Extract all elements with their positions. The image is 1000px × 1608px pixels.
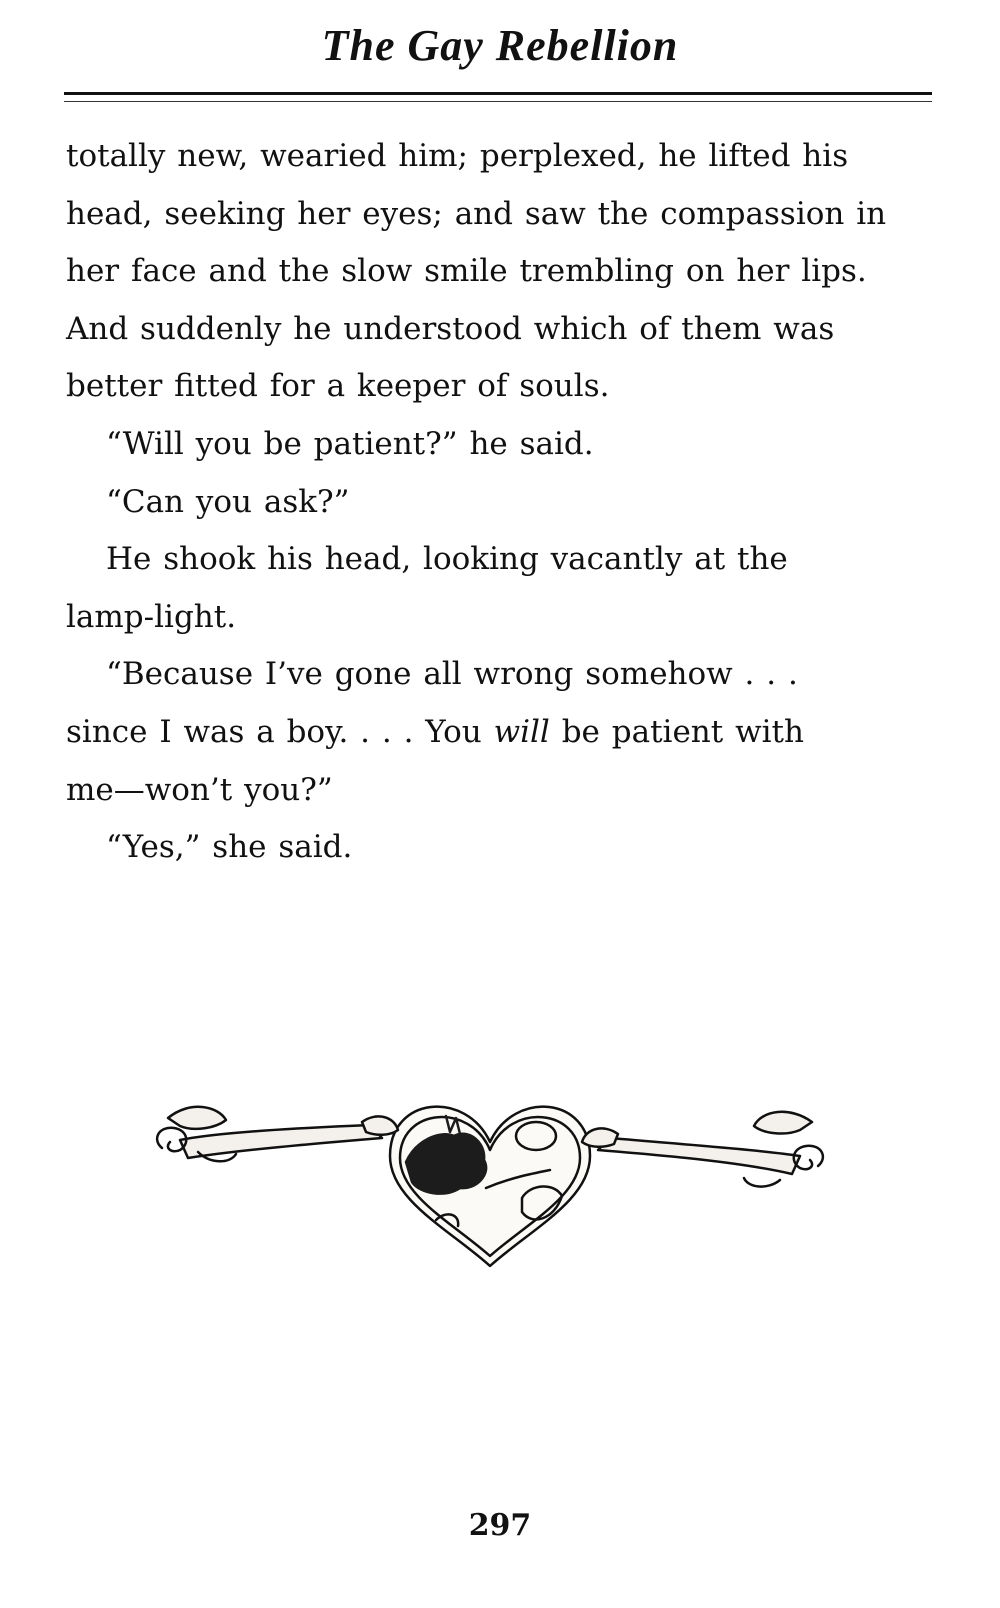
- paragraph-3: “Can you ask?”: [106, 483, 350, 520]
- paragraph-2: “Will you be patient?” he said.: [106, 425, 594, 462]
- text-line: lamp-light.: [66, 598, 237, 635]
- text-line: And suddenly he understood which of them was: [66, 310, 835, 347]
- text-line: head, seeking her eyes; and saw the compassion in: [66, 195, 887, 232]
- text-line: [66, 704, 932, 762]
- header-rule-thin: [64, 101, 932, 102]
- page-number: 297: [468, 1508, 532, 1543]
- paragraph-5: [66, 646, 932, 819]
- paragraph-1: [66, 128, 932, 416]
- text-line: He shook his head, looking vacantly at the: [106, 541, 788, 578]
- paragraph-4: [66, 531, 932, 646]
- text-line: “Because I’ve gone all wrong somehow . . .: [106, 656, 798, 693]
- text-line: her face and the slow smile trembling on her lips.: [66, 253, 867, 290]
- text-line: me—won’t you?”: [66, 771, 333, 808]
- emphasis-will: will: [493, 713, 550, 750]
- header-rule-thick: [64, 92, 932, 95]
- heart-scroll-ornament-icon: [150, 1070, 830, 1270]
- text-line: better fitted for a keeper of souls.: [66, 368, 610, 405]
- text-line: totally new, wearied him; perplexed, he lifted his: [66, 138, 849, 174]
- text-span: since I was a boy. . . . You: [66, 713, 494, 750]
- body-text: [66, 128, 932, 877]
- running-title: The Gay Rebellion: [321, 21, 679, 70]
- paragraph-6: “Yes,” she said.: [106, 829, 353, 866]
- text-span: be patient with: [549, 713, 804, 750]
